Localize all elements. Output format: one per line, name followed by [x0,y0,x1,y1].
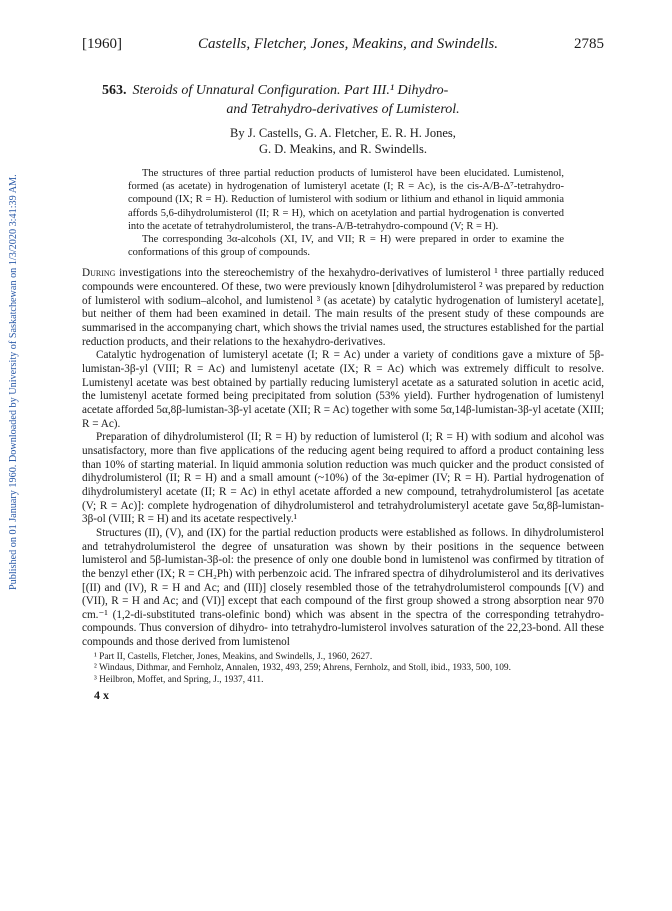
article-title-line1: Steroids of Unnatural Configuration. Part III.¹ Dihydro- [132,83,449,98]
download-watermark-text: Published on 01 January 1960. Downloaded by University of Saskatchewan on 1/3/2020 3:41:39 AM. [8,174,19,590]
article-body [82,267,604,649]
author-list [82,125,604,157]
download-watermark [4,130,20,590]
footnote-1: ¹ Part II, Castells, Fletcher, Jones, Meakins, and Swindells, J., 1960, 2627. [94,651,373,662]
header-page-number: 2785 [574,36,604,52]
abstract-paragraph-1: The structures of three partial reduction products of lumisterol have been elucidated. Lumistenol, formed (as acetate) in hydrogenation of lumisteryl acetate (I; R = Ac), is the cis-A/B-Δ⁷-tetrahydro-compound (IX; R = H). Reduction of lumisterol with sodium or lithium and ethanol in liquid ammonia affords 5,6-dihydrolumisterol (II; R = H), which on acetylation and partial hydrogenation is converted into the acetate of tetrahydrolumisterol, the trans-A/B-tetrahydro-compound (V; R = H). [128,168,564,232]
body-paragraph-4: Structures (II), (V), and (IX) for the partial reduction products were established as follows. In dihydrolumisterol and tetrahydrolumisterol the degree of unsaturation was shown by their positions in the sequence between lumisterol and 5β-lumistan-3β-ol: the presence of only one double bond in lumistenol was confirmed by titration of the benzyl ether (IX; R = CH₂Ph) with perbenzoic acid. The infrared spectra of dihydrolumisterol and its derivatives [(II) and (IV), R = H and Ac; and (III)] closely resembled those of the tetrahydrolumisterol compounds [(V) and (VII), R = H and Ac; and (VI)] except that each compound of the first group showed a strong absorption near 970 cm.⁻¹ (1,2-di-substituted trans-olefinic bond) which was absent in the spectra of the corresponding tetrahydro-compounds. Thus conversion of dihydro- into tetrahydro-lumisterol involves saturation of the 22,23-bond. All these compounds and those derived from lumistenol [82,526,604,649]
body-paragraph-2: Catalytic hydrogenation of lumisteryl acetate (I; R = Ac) under a variety of conditions gave a mixture of 5β-lumistan-3β-yl (VIII; R = Ac) and lumistenyl acetate (IX; R = Ac) which was extremely difficult to resolve. Lumistenyl acetate was best obtained by partially reducing lumisteryl acetate as a saturated solution in acetic acid, the lumistenyl acetate formed being precipitated from solution (53% yield). Further hydrogenation of lumistenyl acetate afforded 5α,8β-lumistan-3β-yl acetate (XII; R = Ac) together with some 5α,14β-lumistan-3β-yl acetate (XIII; R = Ac). [82,349,604,430]
header-running-title: Castells, Fletcher, Jones, Meakins, and Swindells. [198,36,498,52]
abstract [128,167,564,259]
article-title [82,81,604,119]
abstract-paragraph-2: The corresponding 3α-alcohols (XI, IV, and VII; R = H) were prepared in order to examine the conformations of this group of compounds. [128,234,564,259]
header-year: [1960] [82,36,122,52]
body-paragraph-3: Preparation of dihydrolumisterol (II; R = H) by reduction of lumisterol (I; R = H) with sodium and alcohol was unsatisfactory, more than five applications of the reducing agent being required to afford a product containing less than 10% of starting material. In liquid ammonia solution reduction was much quicker and the product consisted of dihydrolumisterol (II; R = H) and a small amount (~10%) of the 3α-epimer (IV; R = H). Partial hydrogenation of dihydrolumisteryl acetate (II; R = Ac) in ethyl acetate afforded a new compound, tetrahydrolumisterol [as acetate (V; R = Ac)]: complete hydrogenation of dihydrolumisterol and tetrahydrolumisteryl acetate gave 5α,8β-lumistan-3β-ol (VIII; R = H) and its acetate respectively.¹ [82,431,604,526]
footnotes [82,652,604,686]
footnote-3: ³ Heilbron, Moffet, and Spring, J., 1937, 411. [94,674,264,685]
article-title-line2: and Tetrahydro-derivatives of Lumisterol. [226,102,460,117]
body-paragraph-1-text: investigations into the stereochemistry of the hexahydro-derivatives of lumisterol ¹ three partially reduced compounds were encountered. Of these, two were previously known [dihydrolumisterol ² was prepared by reduction of lumisterol with sodium–alcohol, and lumistenol ³ (as acetate) by catalytic hydrogenation of lumisteryl acetate], but neither of them had been examined in detail. The main results of the present study of these compounds are summarised in the accompanying chart, which shows the trivial names used, the structures established for the partial reduction products, and their relations to the hexahydro-derivatives. [82,267,604,348]
body-lead-word: During [82,267,116,280]
running-header [82,36,604,53]
authors-line1: By J. Castells, G. A. Fletcher, E. R. H. Jones, [230,126,456,140]
signature-mark: 4 x [94,688,109,703]
body-paragraph-1 [82,267,604,349]
article-number: 563. [102,83,127,98]
footnote-2: ² Windaus, Dithmar, and Fernholz, Annalen, 1932, 493, 259; Ahrens, Fernholz, and Stoll, ibid., 1933, 500, 109. [94,663,511,674]
journal-page [82,36,604,703]
authors-line2: G. D. Meakins, and R. Swindells. [258,142,428,156]
